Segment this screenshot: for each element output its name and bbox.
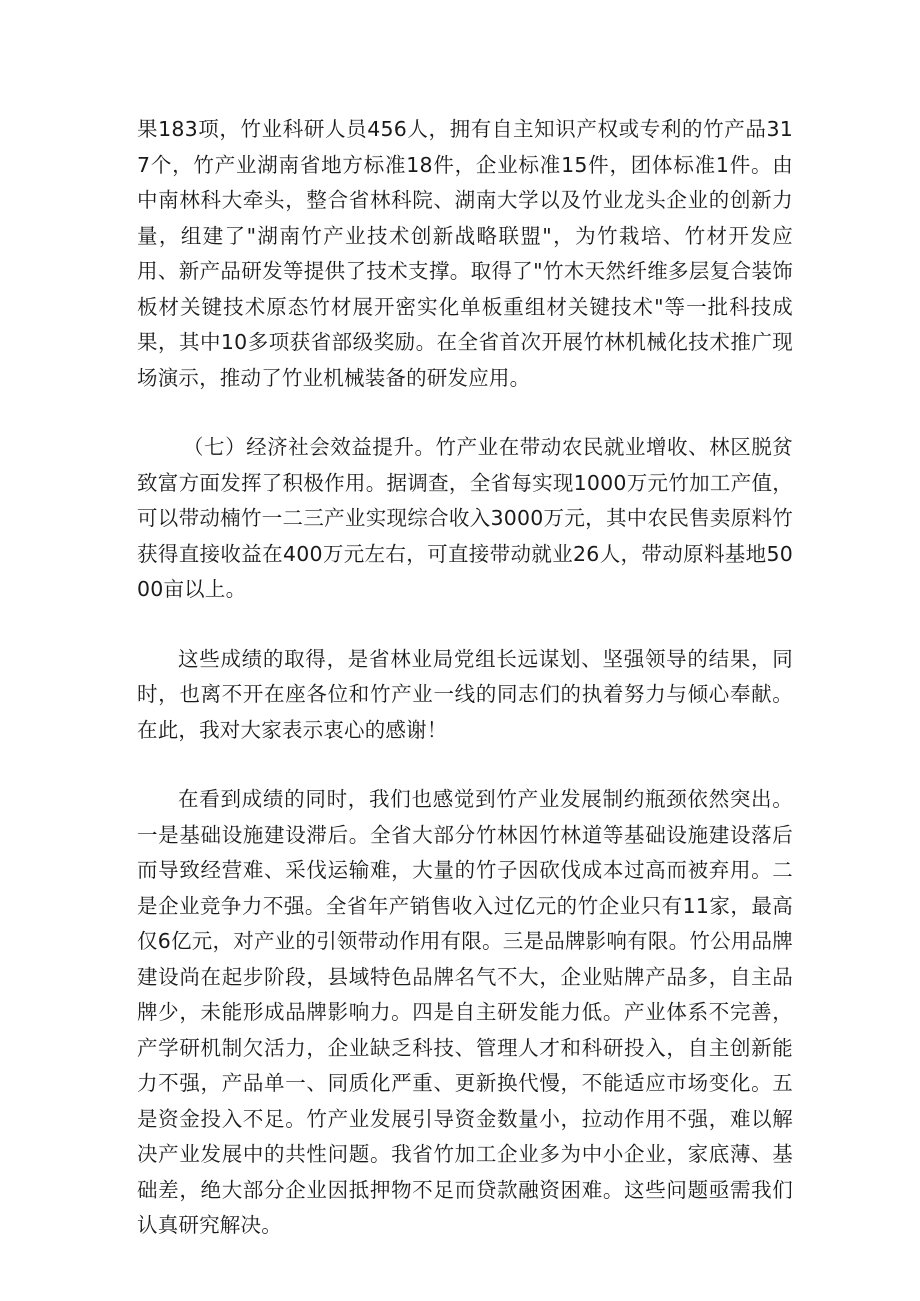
paragraph-acknowledgement: 这些成绩的取得，是省林业局党组长远谋划、坚强领导的结果，同时，也离不开在座各位和竹产业一线的同志们的执着努力与倾心奉献。在此，我对大家表示衷心的感谢！ (137, 646, 793, 742)
document-body (137, 112, 793, 1244)
paragraph-economic-benefits: （七）经济社会效益提升。竹产业在带动农民就业增收、林区脱贫致富方面发挥了积极作用。据调查，全省每实现1000万元竹加工产值，可以带动楠竹一二三产业实现综合收入3000万元，其中农民售卖原料竹获得直接收益在400万元左右，可直接带动就业26人，带动原料基地5000亩以上。 (137, 435, 793, 601)
paragraph-bottlenecks: 在看到成绩的同时，我们也感觉到竹产业发展制约瓶颈依然突出。一是基础设施建设滞后。全省大部分竹林因竹林道等基础设施建设落后而导致经营难、采伐运输难，大量的竹子因砍伐成本过高而被弃用。二是企业竞争力不强。全省年产销售收入过亿元的竹企业只有11家，最高仅6亿元，对产业的引领带动作用有限。三是品牌影响有限。竹公用品牌建设尚在起步阶段，县域特色品牌名气不大，企业贴牌产品多，自主品牌少，未能形成品牌影响力。四是自主研发能力低。产业体系不完善，产学研机制欠活力，企业缺乏科技、管理人才和科研投入，自主创新能力不强，产品单一、同质化严重、更新换代慢，不能适应市场变化。五是资金投入不足。竹产业发展引导资金数量小，拉动作用不强，难以解决产业发展中的共性问题。我省竹加工企业多为中小企业，家底薄、基础差，绝大部分企业因抵押物不足而贷款融资困难。这些问题亟需我们认真研究解决。 (137, 787, 793, 1237)
paragraph-research-achievements: 果183项，竹业科研人员456人，拥有自主知识产权或专利的竹产品317个，竹产业湖南省地方标准18件，企业标准15件，团体标准1件。由中南林科大牵头，整合省林科院、湖南大学以及竹业龙头企业的创新力量，组建了"湖南竹产业技术创新战略联盟"，为竹栽培、竹材开发应用、新产品研发等提供了技术支撑。取得了"竹木天然纤维多层复合装饰板材关键技术原态竹材展开密实化单板重组材关键技术"等一批科技成果，其中10多项获省部级奖励。在全省首次开展竹林机械化技术推广现场演示，推动了竹业机械装备的研发应用。 (137, 117, 793, 390)
